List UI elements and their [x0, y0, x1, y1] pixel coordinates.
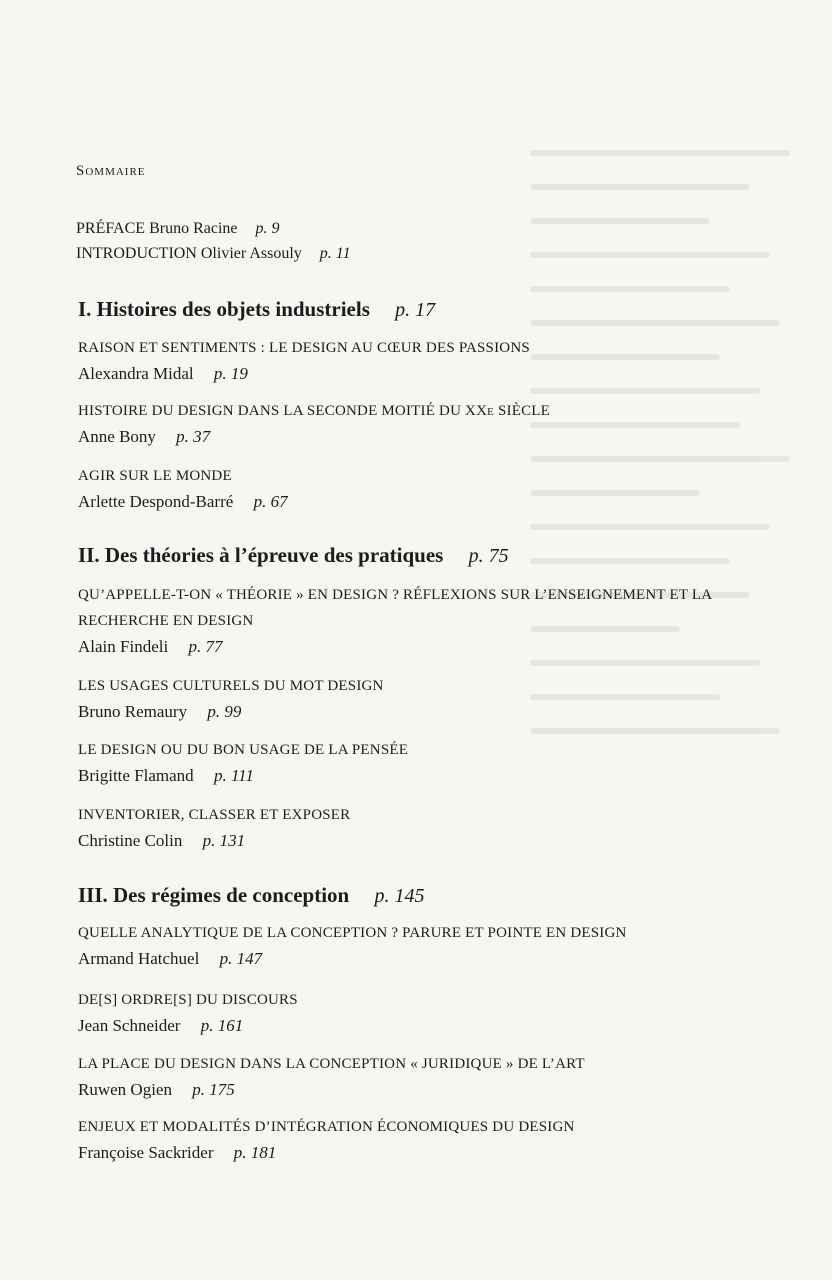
entry-author-line [78, 1140, 798, 1166]
page-number: p. 11 [319, 245, 351, 262]
entry-title: LA PLACE DU DESIGN DANS LA CONCEPTION « JURIDIQUE » DE L’ART [78, 1056, 585, 1072]
entry-author-line [78, 489, 798, 515]
section-title [78, 543, 509, 568]
entry-title: QUELLE ANALYTIQUE DE LA CONCEPTION ? PARURE ET POINTE EN DESIGN [78, 925, 627, 941]
page-number: p. 131 [202, 831, 246, 850]
entry-author-line [78, 699, 798, 725]
entry-author-line [78, 1013, 798, 1039]
entry-author-line [78, 361, 798, 387]
page-number: p. 9 [255, 220, 280, 237]
entry-title: HISTOIRE DU DESIGN DANS LA SECONDE MOITIÉ DU XXe SIÈCLE [78, 403, 551, 419]
page-number: p. 75 [468, 545, 509, 567]
page-number: p. 37 [176, 427, 211, 446]
toc-entry [78, 673, 798, 725]
entry-title: ENJEUX ET MODALITÉS D’INTÉGRATION ÉCONOMIQUES DU DESIGN [78, 1119, 575, 1135]
toc-entry [78, 987, 798, 1039]
entry-author: Anne Bony [78, 427, 156, 446]
entry-author-line [78, 424, 798, 450]
page-number: p. 111 [213, 766, 254, 785]
entry-author-line [78, 1077, 798, 1103]
page-number: p. 175 [192, 1080, 235, 1099]
entry-title: DE[S] ORDRE[S] DU DISCOURS [78, 992, 298, 1008]
front-label: PRÉFACE [76, 220, 146, 237]
section-title-text: II. Des théories à l’épreuve des pratiques [78, 543, 444, 567]
toc-entry [78, 463, 798, 515]
entry-author-line [78, 828, 798, 854]
front-label: INTRODUCTION [76, 245, 197, 262]
entry-author: Bruno Remaury [78, 702, 188, 721]
entry-author: Ruwen Ogien [78, 1080, 172, 1099]
page-heading: Sommaire [76, 163, 146, 179]
entry-author: Françoise Sackrider [78, 1143, 214, 1162]
entry-title: QU’APPELLE-T-ON « THÉORIE » EN DESIGN ? RÉFLEXIONS SUR L’ENSEIGNEMENT ET LA RECHERCHE EN DESIGN [78, 587, 712, 629]
section-title [78, 883, 424, 908]
entry-title: INVENTORIER, CLASSER ET EXPOSER [78, 807, 351, 823]
entry-author-line [78, 763, 798, 789]
page-number: p. 19 [213, 364, 248, 383]
page-number: p. 161 [200, 1016, 244, 1035]
preface-line [76, 216, 351, 241]
entry-title: AGIR SUR LE MONDE [78, 468, 232, 484]
page-number: p. 67 [253, 492, 288, 511]
entry-author: Alexandra Midal [78, 364, 194, 383]
page-number: p. 77 [188, 637, 223, 656]
page-number: p. 147 [219, 949, 263, 968]
entry-author: Brigitte Flamand [78, 766, 194, 785]
introduction-line [76, 241, 351, 266]
entry-author: Jean Schneider [78, 1016, 181, 1035]
entry-author: Alain Findeli [78, 637, 169, 656]
toc-entry [78, 335, 798, 387]
section-title [78, 297, 435, 322]
entry-author-line [78, 946, 798, 972]
entry-title: LES USAGES CULTURELS DU MOT DESIGN [78, 678, 384, 694]
toc-entry [78, 1114, 798, 1166]
toc-entry [78, 398, 798, 450]
toc-entry [78, 1051, 798, 1103]
section-title-text: I. Histoires des objets industriels [78, 297, 370, 321]
entry-author: Arlette Despond-Barré [78, 492, 234, 511]
toc-entry [78, 582, 798, 660]
entry-author: Armand Hatchuel [78, 949, 200, 968]
entry-title: RAISON ET SENTIMENTS : LE DESIGN AU CŒUR DES PASSIONS [78, 340, 530, 356]
entry-author: Christine Colin [78, 831, 183, 850]
front-matter [76, 216, 351, 266]
section-title-text: III. Des régimes de conception [78, 883, 350, 907]
front-author: Bruno Racine [149, 220, 238, 237]
toc-entry [78, 920, 798, 972]
page-number: p. 99 [207, 702, 242, 721]
entry-title: LE DESIGN OU DU BON USAGE DE LA PENSÉE [78, 742, 409, 758]
show-through-bleed [530, 150, 830, 1010]
toc-entry [78, 802, 798, 854]
page-number: p. 181 [233, 1143, 277, 1162]
entry-author-line [78, 634, 798, 660]
front-author: Olivier Assouly [200, 245, 302, 262]
toc-entry [78, 737, 798, 789]
page-number: p. 17 [395, 299, 436, 321]
page-number: p. 145 [374, 885, 425, 907]
